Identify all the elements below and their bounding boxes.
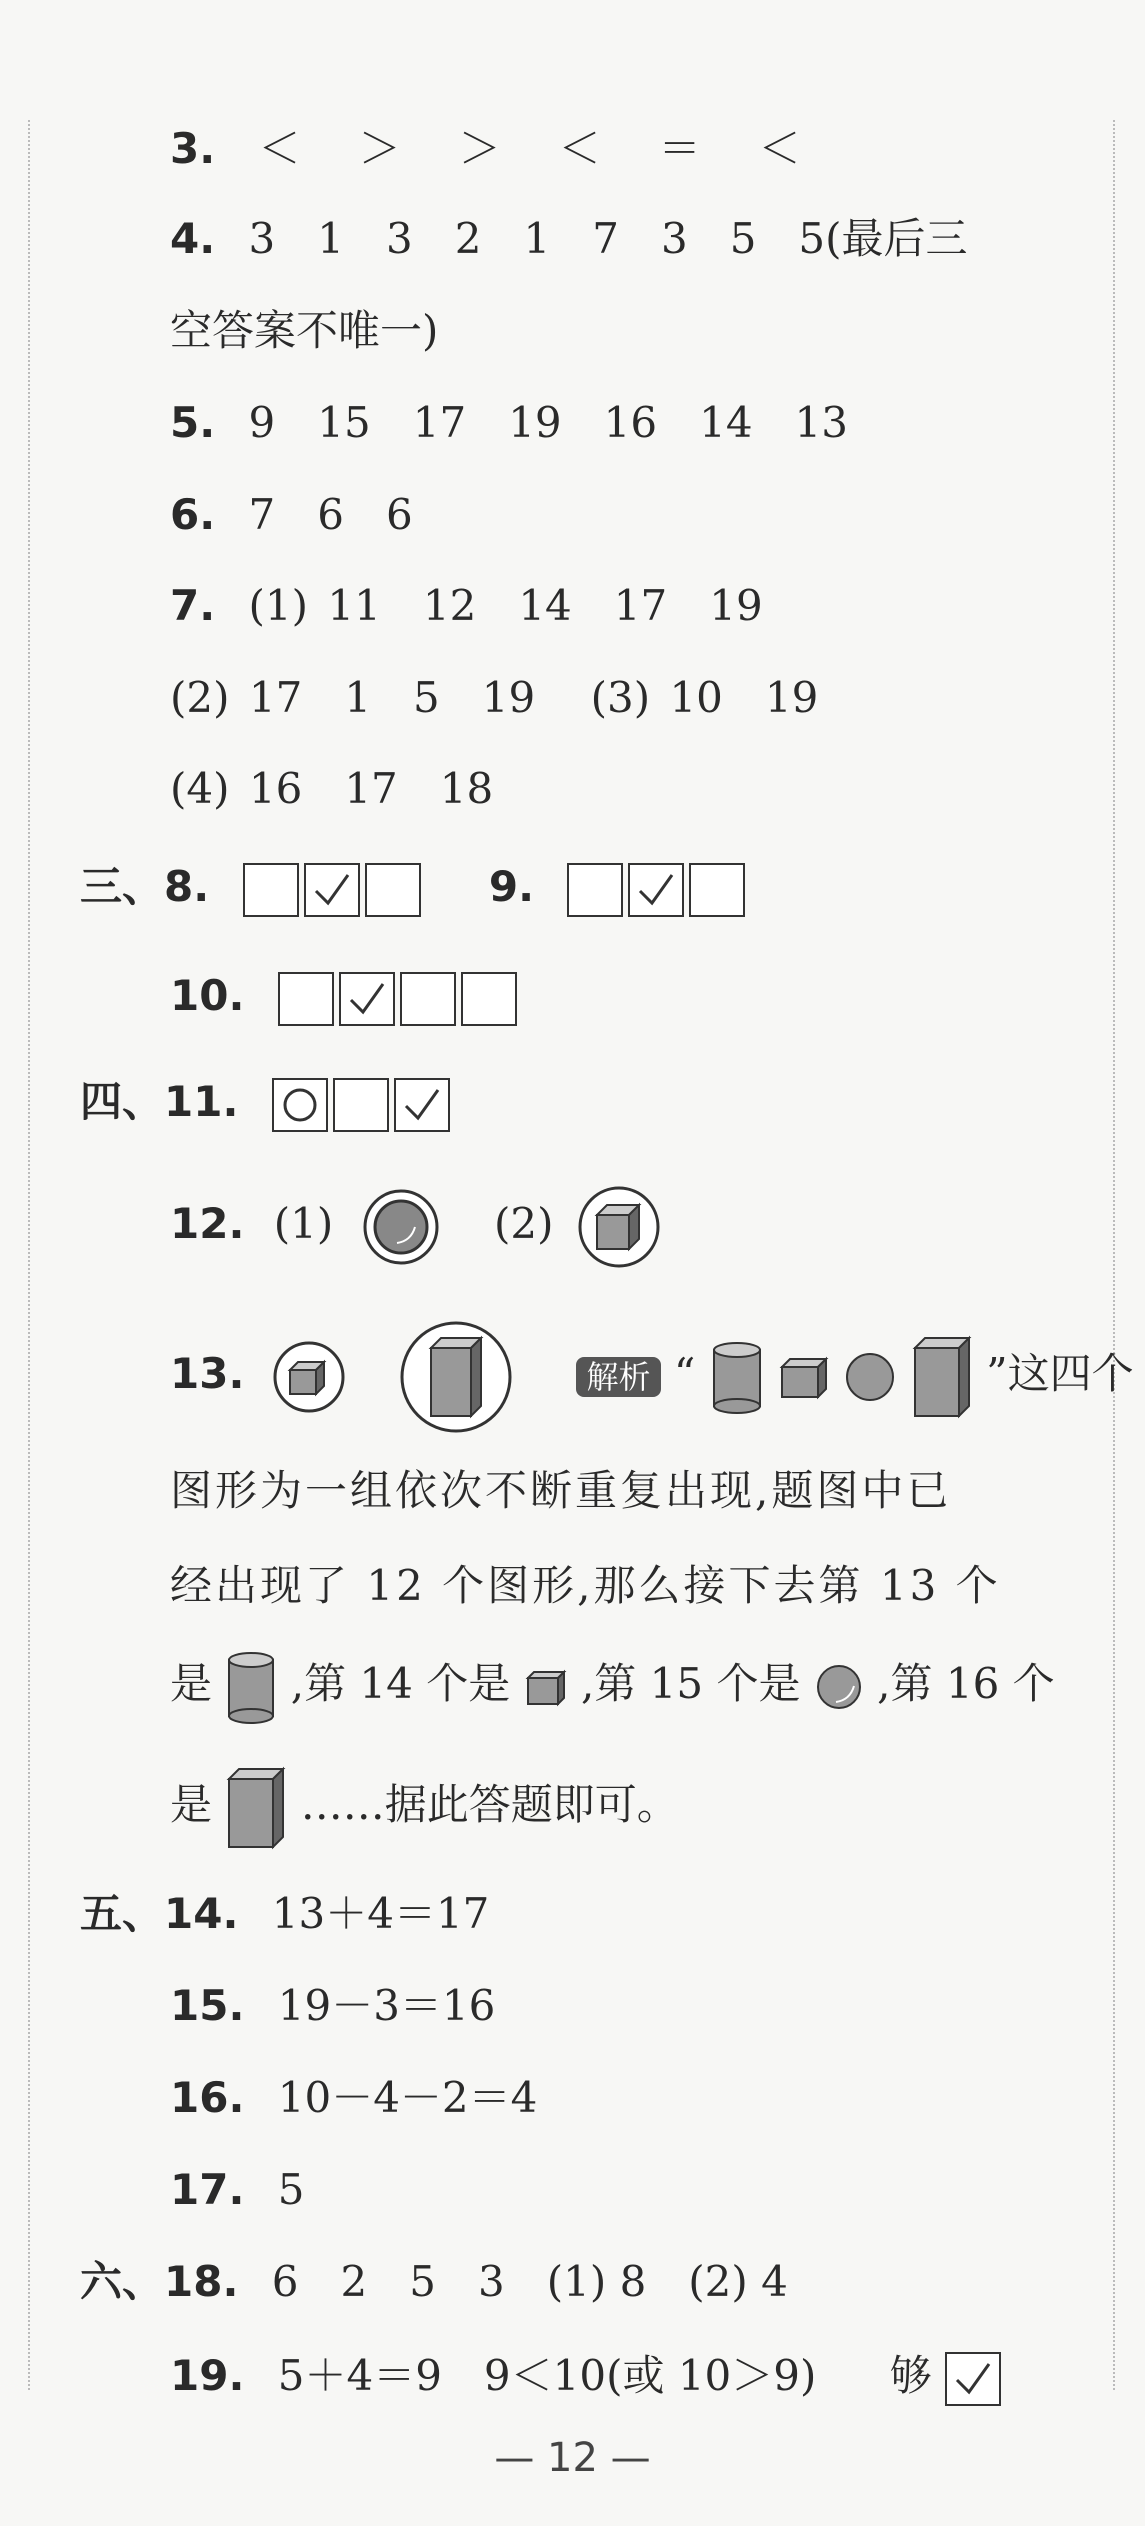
q10-boxes xyxy=(278,972,522,1026)
check-icon xyxy=(347,980,387,1018)
q11-boxes xyxy=(272,1078,455,1132)
answer-box-checked xyxy=(945,2352,1001,2406)
circled-small-cube-icon xyxy=(272,1340,346,1414)
q18-line: 六、18. 6 2 5 3 (1) 8 (2) 4 xyxy=(80,2257,788,2306)
answer-box xyxy=(461,972,517,1026)
answer-box xyxy=(333,1078,389,1132)
sphere-icon xyxy=(814,1662,864,1712)
right-margin-dots xyxy=(1113,120,1115,2390)
q8-q9-line: 三、8. 9. xyxy=(80,863,750,917)
sphere-icon xyxy=(843,1350,897,1404)
answer-box xyxy=(365,863,421,917)
q3-line: 3. ＜ ＞ ＞ ＜ ＝ ＜ xyxy=(170,124,801,173)
check-icon xyxy=(402,1086,442,1124)
q11-line: 四、11. xyxy=(80,1078,455,1132)
small-cube-icon xyxy=(778,1353,830,1401)
q9-boxes xyxy=(567,863,750,917)
check-icon xyxy=(636,871,676,909)
answer-box xyxy=(400,972,456,1026)
cylinder-icon xyxy=(709,1340,765,1414)
q16-line: 16. 10－4－2＝4 xyxy=(170,2073,538,2122)
q15-line: 15. 19－3＝16 xyxy=(170,1981,496,2030)
q7-line2: (2) 17 1 5 19 (3) 10 19 xyxy=(170,673,819,722)
q7-line3: (4) 16 17 18 xyxy=(170,764,494,813)
q4-line: 4. 3 1 3 2 1 7 3 5 5(最后三 xyxy=(170,214,968,263)
analysis-line5: 是 ……据此答题即可。 xyxy=(170,1765,679,1851)
check-icon xyxy=(953,2360,993,2398)
cylinder-icon xyxy=(225,1650,277,1724)
answer-box xyxy=(567,863,623,917)
cuboid-icon xyxy=(225,1765,287,1851)
answer-box-circle xyxy=(272,1078,328,1132)
check-icon xyxy=(312,871,352,909)
cuboid-icon xyxy=(911,1334,973,1420)
answer-box-checked xyxy=(339,972,395,1026)
answer-box-checked xyxy=(628,863,684,917)
circled-cube-icon xyxy=(577,1185,661,1269)
circled-cuboid-icon xyxy=(399,1320,513,1434)
q5-line: 5. 9 15 17 19 16 14 13 xyxy=(170,398,848,447)
answer-box xyxy=(278,972,334,1026)
analysis-line4: 是 ,第 14 个是 ,第 15 个是 ,第 16 个 xyxy=(170,1650,1055,1724)
answer-box-checked xyxy=(394,1078,450,1132)
q12-line: 12. (1) (2) xyxy=(170,1185,661,1269)
q19-line: 19. 5＋4＝9 9＜10(或 10＞9) 够 xyxy=(170,2352,1006,2406)
answer-box xyxy=(243,863,299,917)
q17-line: 17. 5 xyxy=(170,2165,305,2214)
q4-line2: 空答案不唯一) xyxy=(170,306,439,355)
q6-line: 6. 7 6 6 xyxy=(170,490,413,539)
analysis-line2: 图形为一组依次不断重复出现,题图中已 xyxy=(170,1466,952,1515)
answer-box-checked xyxy=(304,863,360,917)
circled-sphere-icon xyxy=(361,1187,441,1267)
q7-line: 7. (1) 11 12 14 17 19 xyxy=(170,581,763,630)
left-margin-dots xyxy=(28,120,30,2390)
q14-line: 五、14. 13＋4＝17 xyxy=(80,1889,490,1938)
page-number: — 12 — xyxy=(494,2435,651,2481)
analysis-line3: 经出现了 12 个图形,那么接下去第 13 个 xyxy=(170,1561,1001,1610)
q13-line: 13. 解析 “ ”这四个 xyxy=(170,1320,1134,1434)
circle-mark-icon xyxy=(280,1086,320,1124)
small-cube-icon xyxy=(524,1666,568,1708)
q8-boxes xyxy=(243,863,426,917)
q10-line: 10. xyxy=(170,972,522,1026)
answer-box xyxy=(689,863,745,917)
analysis-tag: 解析 xyxy=(576,1357,660,1397)
q3-answers: ＜ ＞ ＞ ＜ ＝ ＜ xyxy=(258,124,801,173)
